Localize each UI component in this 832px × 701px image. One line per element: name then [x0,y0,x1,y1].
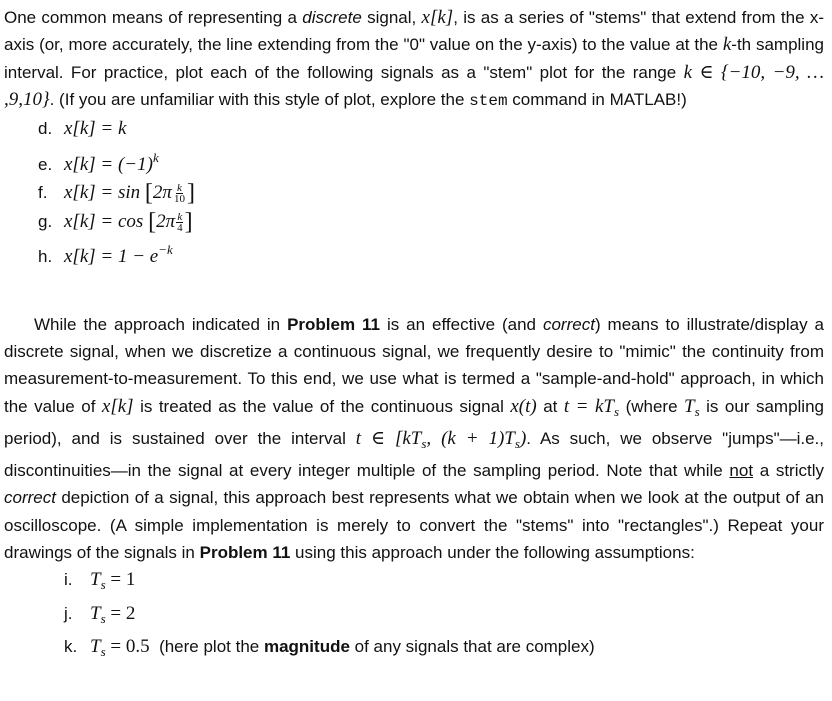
equation-exponent: −k [158,242,173,258]
text: is an effective (and [380,314,543,334]
bold-problem-ref: Problem 11 [287,314,380,334]
equation [90,566,135,600]
text: (here plot the [154,637,264,657]
subscript-s: s [100,577,106,593]
fraction-denominator: 4 [177,221,183,234]
subscript-s: s [100,610,106,626]
equation-base: T [90,569,101,591]
bold-magnitude: magnitude [263,637,350,657]
math-interval [395,428,526,449]
item-label: i. [64,570,73,590]
subscript-s: s [694,403,700,419]
text: -th sampling interval. For practice, plot each of the following signals as a "stem" plot for the range [4,35,824,82]
emphasis-correct: correct [542,314,595,334]
subscript-s: s [514,435,520,451]
subscript-s: s [614,403,620,419]
item-label: e. [38,154,53,174]
equation [90,633,150,667]
underline-not: not [729,461,754,481]
spacer [4,272,824,311]
equation: x[k] = k [64,118,127,140]
equation-base: x[k] = 1 − e [64,246,159,268]
signal-list [4,115,824,272]
list-item-e [38,144,824,180]
equation-value: = 1 [105,569,136,591]
subscript-s: s [100,644,106,660]
math-xk: x[k] [421,7,454,28]
math-xt: x(t) [510,395,537,417]
math-k: k [722,34,732,56]
equation-value: = 0.5 [105,636,150,658]
text: (where [619,396,685,416]
intro-paragraph [4,4,824,115]
item-label: k. [64,637,78,657]
assumption-list [4,566,824,667]
item-label: d. [38,119,53,139]
text: is our sampling period), and is sustained over the interval [4,396,824,448]
fraction-numerator: k [177,210,183,223]
text: signal, [361,8,422,27]
item-note [150,633,595,662]
item-label: f. [38,183,48,203]
equation [64,208,193,237]
math-text: t = kT [563,395,615,417]
two-pi: 2π [156,210,176,232]
list-item-j [64,600,824,634]
subscript-s: s [421,435,427,451]
equation-base: T [90,636,101,658]
list-item-f [38,179,824,208]
text: is treated as the value of the continuous signal [133,396,511,416]
math-text: [kT [394,427,422,449]
math-ts [684,396,700,417]
equation [90,600,135,634]
list-item-g [38,208,824,237]
item-label: g. [38,211,53,231]
text: command in MATLAB!) [507,89,687,109]
text: of any signals that are complex) [349,637,595,657]
equation-base: x[k] = cos [64,210,144,232]
item-label: j. [64,603,73,623]
equation-value: = 2 [105,602,136,624]
fraction [176,212,184,233]
text: a strictly [753,461,824,481]
text: . As such, we observe "jumps"—i.e., discontinuities—in the signal at every integer multiple of the sampling period. Note that while [4,428,825,481]
equation [64,179,195,208]
right-bracket: ] [184,208,193,235]
text: ) means to illustrate/display a discrete signal, when we discretize a continuous signal, we frequently desire to "mimic" the continuity from measurement-to-measurement. To this end, we use what is termed a "sample-and-hold" approach, in which the value of [4,314,824,416]
equation-base: x[k] = sin [64,182,141,204]
emphasis-correct: correct [4,488,56,508]
text: using this approach under the following assumptions: [290,543,695,563]
math-xk: x[k] [101,395,134,417]
math-t-in: t ∈ [355,427,386,449]
math-t-equals-kts [564,396,619,417]
list-item-h [38,236,824,272]
item-label: h. [38,247,53,267]
sample-hold-paragraph [4,311,824,567]
list-item-i [64,566,824,600]
left-bracket: [ [148,208,157,235]
list-item-k [64,633,824,667]
fraction-numerator: k [176,182,182,195]
equation-exponent: k [152,149,159,165]
emphasis-discrete: discrete [302,8,362,27]
bold-problem-ref: Problem 11 [199,543,291,563]
math-text: T [684,395,695,417]
text: One common means of representing a [4,8,303,27]
fraction-denominator: 10 [173,193,185,206]
text: , is as a series of "stems" that extend from the x-axis (or, more accurately, the line extending from the "0" value on the y-axis) to the value at the [4,8,824,55]
equation-base: x[k] = (−1) [64,153,153,175]
math-text: , (k + 1)T [426,427,515,449]
math-text: ) [519,427,527,449]
left-bracket: [ [144,180,153,207]
text: . (If you are unfamiliar with this style of plot, explore the [49,89,470,109]
text: depiction of a signal, this approach best represents what we obtain when we look at the output of an oscilloscope. (A simple implementation is merely to convert the "stems" into "rectangles".) Repeat your drawings of the signals in [4,488,824,563]
math-range: k ∈ {−10, −9, … ,9,10} [4,61,824,110]
equation [64,144,159,180]
equation [64,236,173,272]
text: While the approach indicated in [34,314,288,334]
text: at [536,396,564,416]
equation-base: T [90,602,101,624]
list-item-d [38,115,824,144]
fraction [173,183,186,204]
right-bracket: ] [186,180,195,207]
code-stem: stem [469,91,508,110]
two-pi: 2π [152,182,172,204]
